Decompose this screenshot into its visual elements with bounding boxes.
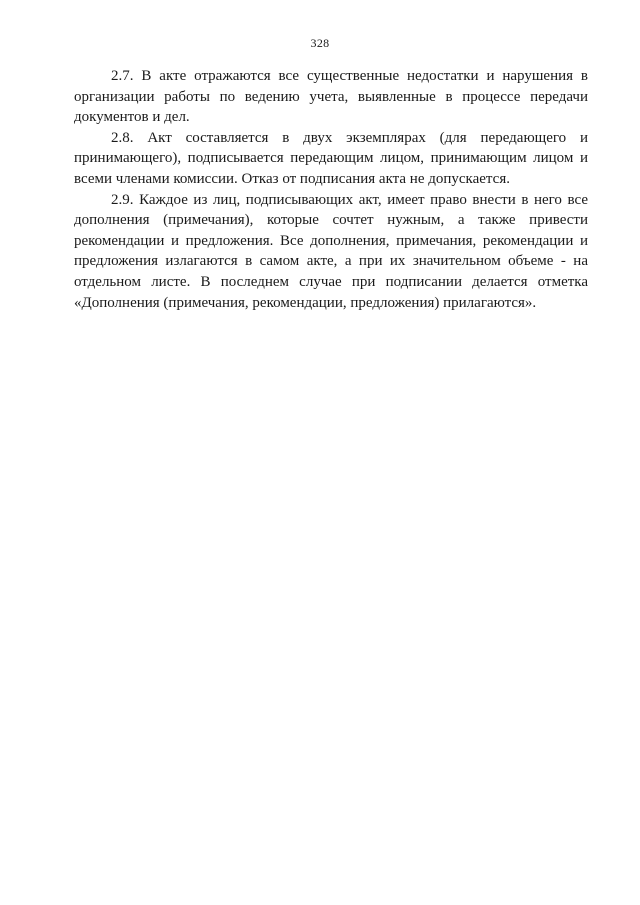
- paragraph-2-9: 2.9. Каждое из лиц, подписывающих акт, имеет право внести в него все дополнения (примечания), которые сочтет нужным, а также привести рекомендации и предложения. Все дополнения, примечания, рекомендации и предложения излагаются в самом акте, а при их значительном объеме - на отдельном листе. В последнем случае при подписании делается отметка «Дополнения (примечания, рекомендации, предложения) прилагаются».: [74, 191, 588, 311]
- paragraph-2-7: 2.7. В акте отражаются все существенные недостатки и нарушения в организации работы по ведению учета, выявленные в процессе передачи документов и дел.: [74, 68, 588, 126]
- page-number: 328: [310, 36, 330, 50]
- document-body: [74, 66, 588, 313]
- paragraph-2-8: 2.8. Акт составляется в двух экземплярах (для передающего и принимающего), подписывается передающим лицом, принимающим лицом и всеми членами комиссии. Отказ от подписания акта не допускается.: [74, 129, 588, 187]
